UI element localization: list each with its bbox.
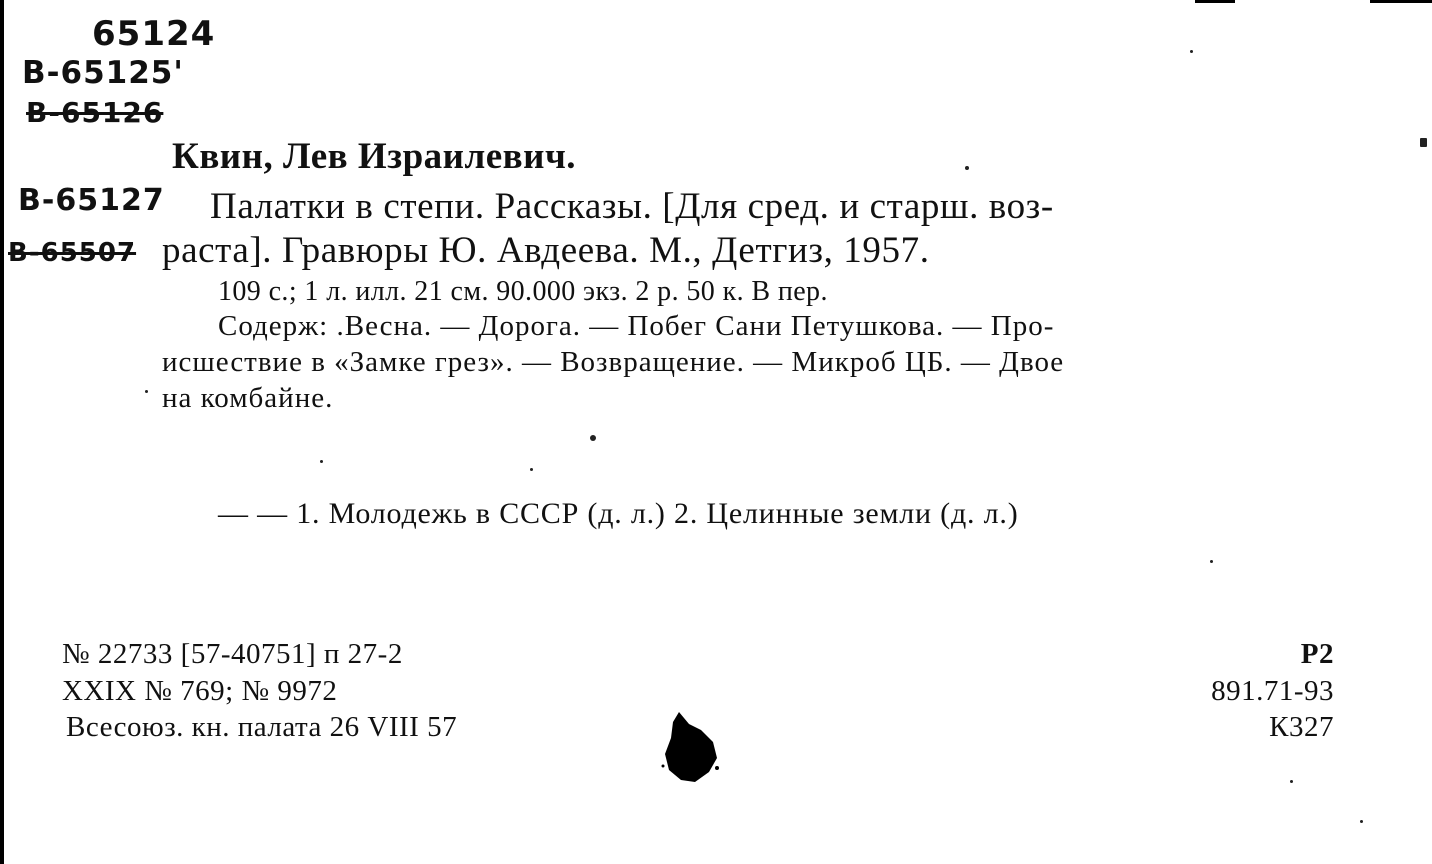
speck: [320, 460, 323, 463]
speck: [965, 166, 969, 170]
card-top-mark: [1195, 0, 1235, 3]
title-line: раста]. Гравюры Ю. Авдеева. М., Детгиз, 1957.: [162, 230, 930, 271]
speck: [145, 390, 148, 393]
contents-line: Содерж: .Весна. — Дорога. — Побег Сани Петушкова. — Про-: [218, 310, 1055, 342]
speck: [590, 435, 596, 441]
contents-line: исшествие в «Замке грез». — Возвращение. — Микроб ЦБ. — Двое: [162, 346, 1065, 378]
subject-headings: — — 1. Молодежь в СССР (д. л.) 2. Целинные земли (д. л.): [218, 497, 1019, 530]
footer-registration: XXIX № 769; № 9972: [62, 675, 338, 707]
handwritten-number: 65124: [92, 14, 216, 54]
card-left-border: [0, 0, 4, 864]
classification-code: Р2: [1300, 638, 1334, 670]
handwritten-number-struck: В-65126: [26, 96, 164, 129]
speck: [1420, 138, 1427, 147]
author-heading: Квин, Лев Израилевич.: [172, 136, 577, 177]
handwritten-number: В-65125': [22, 55, 184, 91]
footer-registration: № 22733 [57-40751] п 27-2: [62, 638, 403, 670]
handwritten-number: В-65127: [18, 183, 165, 218]
speck: [1290, 780, 1293, 783]
ink-blot: [655, 708, 725, 788]
author-mark: К327: [1269, 711, 1334, 743]
speck: [1190, 50, 1193, 53]
physical-description: 109 с.; 1 л. илл. 21 см. 90.000 экз. 2 р. 50 к. В пер.: [218, 276, 828, 307]
speck: [1210, 560, 1213, 563]
handwritten-number-struck: В-65507: [8, 238, 137, 268]
footer-chamber: Всесоюз. кн. палата 26 VIII 57: [66, 711, 458, 743]
card-top-mark: [1370, 0, 1432, 3]
classification-code: 891.71-93: [1211, 675, 1334, 707]
speck: [530, 468, 533, 471]
title-line: Палатки в степи. Рассказы. [Для сред. и старш. воз-: [210, 186, 1054, 227]
speck: [1360, 820, 1363, 823]
contents-line: на комбайне.: [162, 382, 334, 414]
